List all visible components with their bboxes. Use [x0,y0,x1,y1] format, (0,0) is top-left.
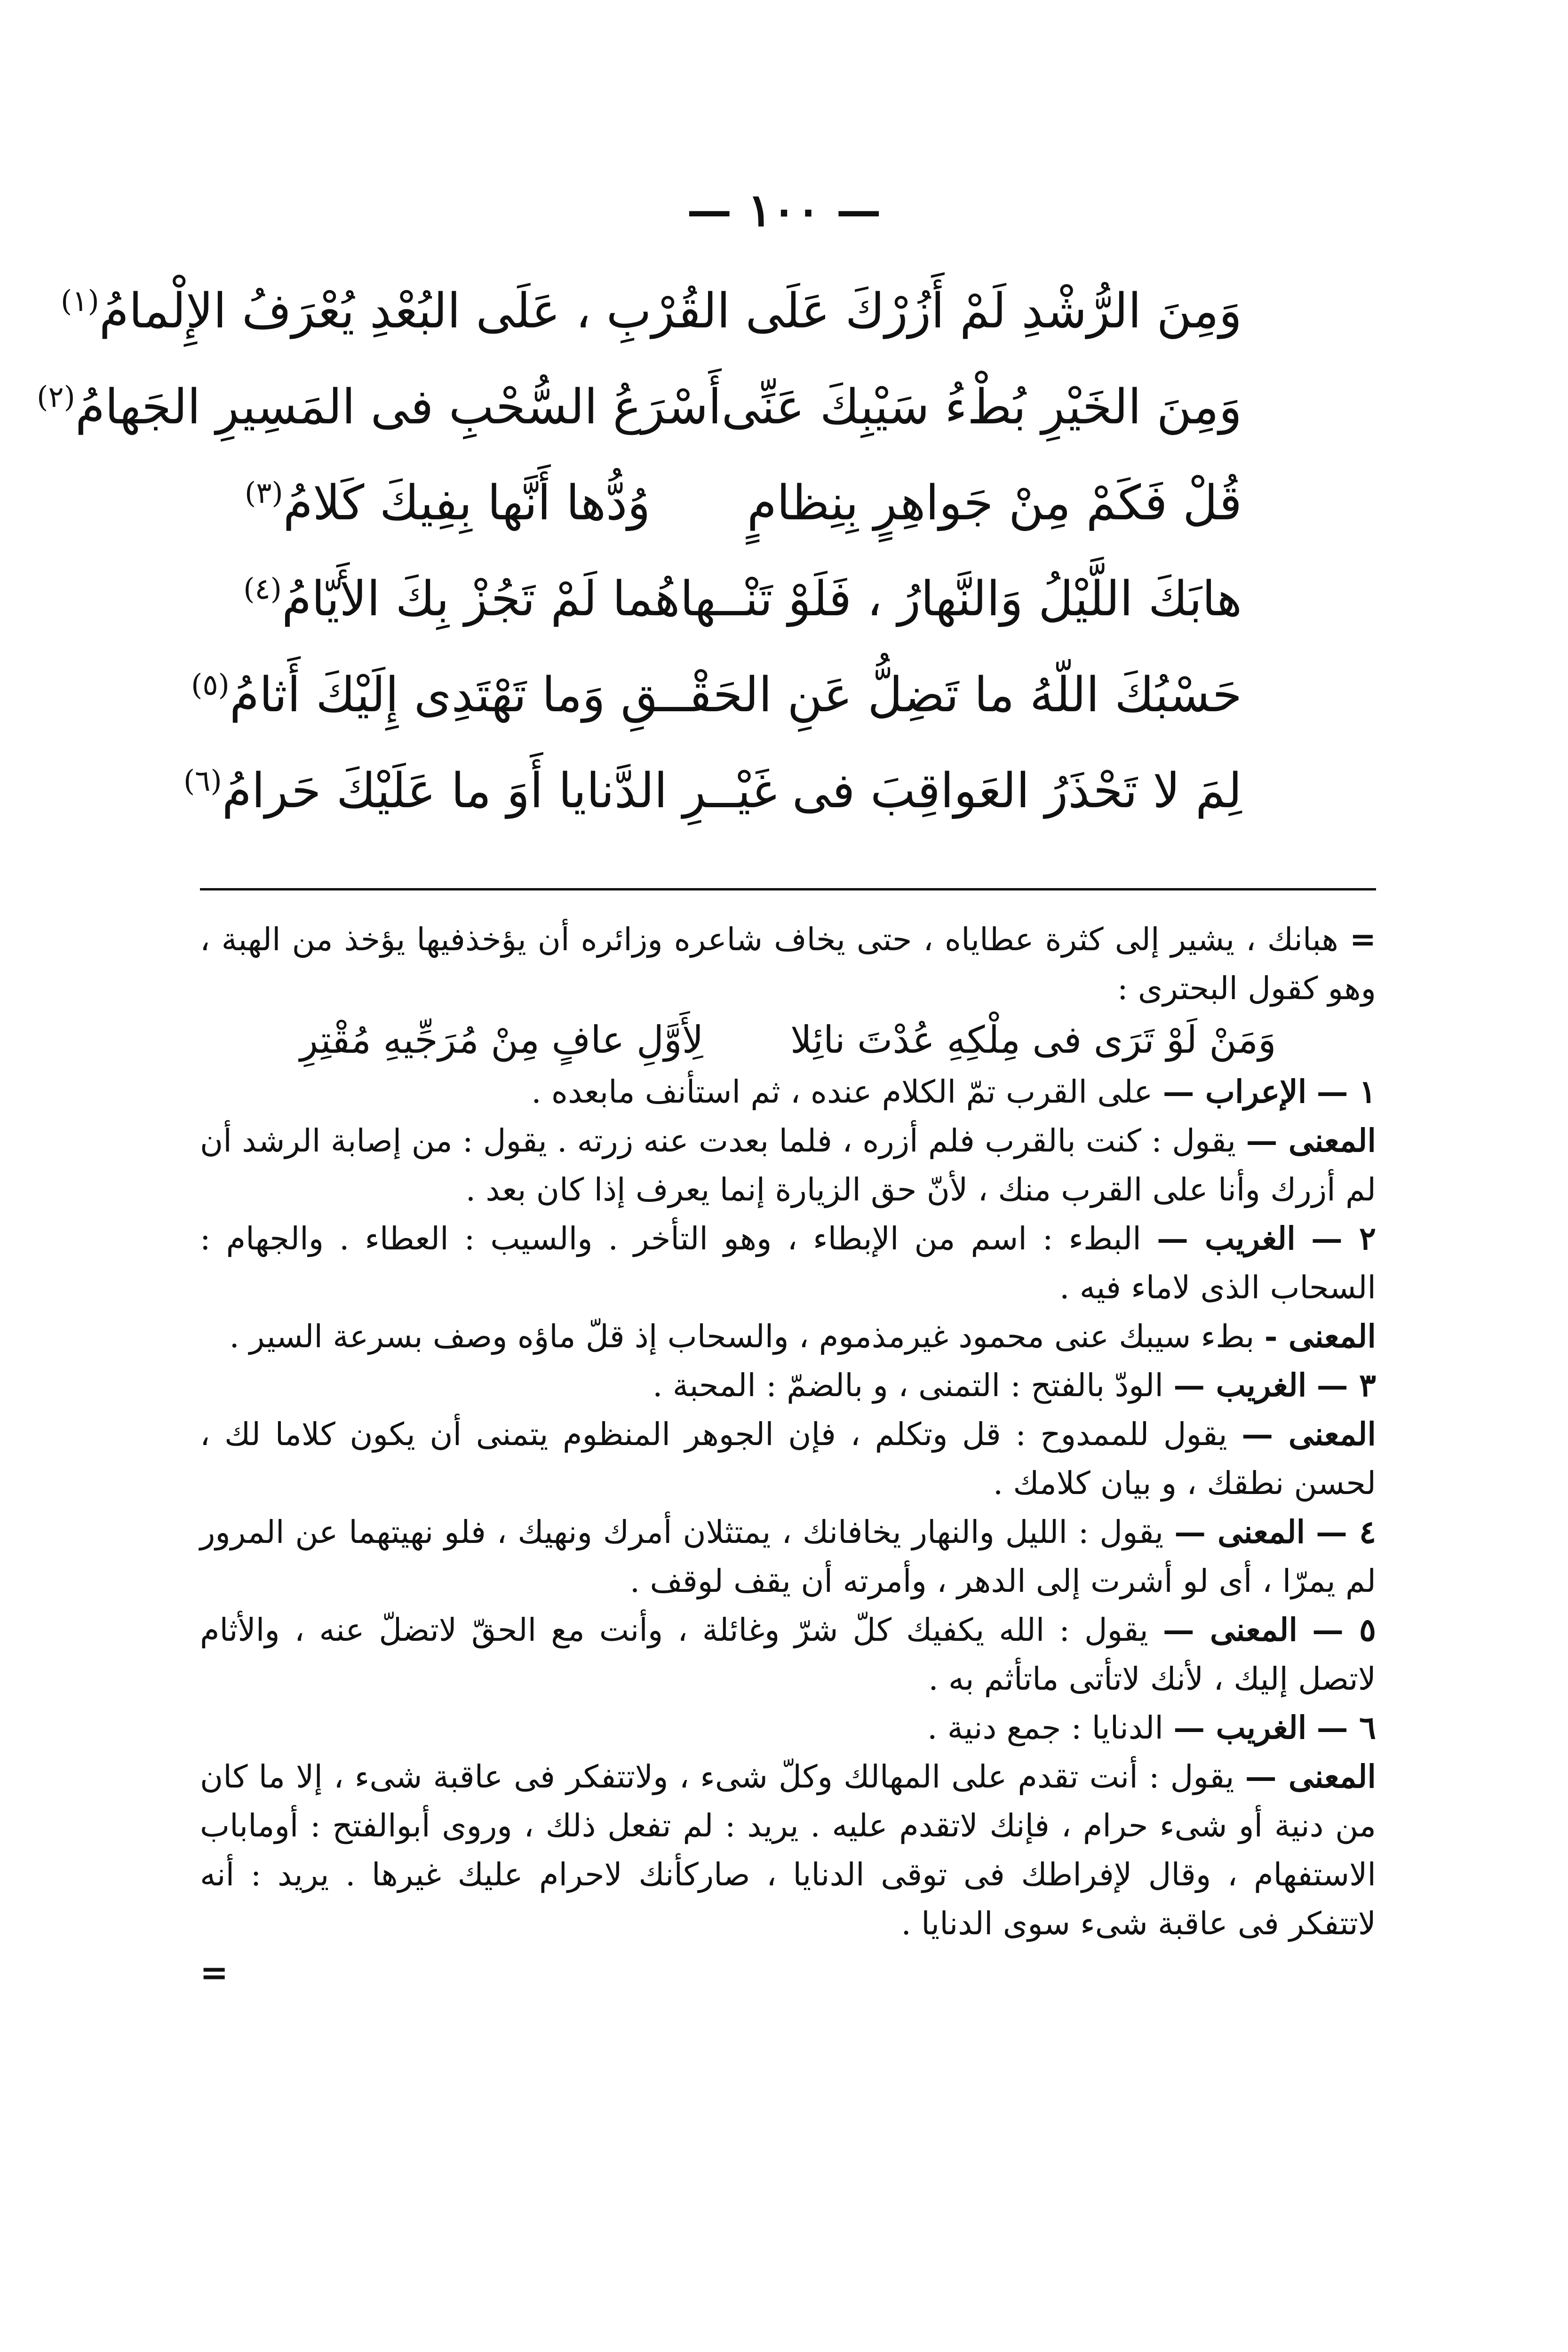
footnote-text: البطء : اسم من الإبطاء ، وهو التأخر . والسيب : العطاء . والجهام : السحاب الذى لاماء فيه . [200,1220,1376,1306]
footnote-number: ٥ — [1312,1611,1376,1648]
footnote-number: ١ — [1316,1073,1376,1110]
verse-second-text: أَسْرَعُ السُّحْبِ فى المَسِيرِ الجَهامُ [75,379,722,435]
quoted-verse-first: وَمَنْ لَوْ تَرَى فى مِلْكِهِ عُدْتَ نائِلا [790,1018,1276,1062]
continuation-end-mark: = [200,1952,229,1992]
footnote-text: يقول : الليل والنهار يخافانك ، يمتثلان أمرك ونهيك ، فلو نهيتهما عن المرور لم يمرّا ، أى لو أشرت إلى الدهر ، وأمرته أن يقف لوقف . [200,1514,1376,1599]
footnote-label: الغريب — [1156,1220,1296,1257]
footnote-2-meaning [200,1312,1376,1361]
footnote-6 [200,1703,1376,1752]
quoted-verse-second: لِأَوَّلِ عافٍ مِنْ مُرَجِّيهِ مُقْتِرِ [300,1018,704,1062]
verse-first-hemistich: قُلْ فَكَمْ مِنْ جَواهِرٍ بِنِظامٍ [747,475,1242,531]
verse-second-text: ـرِ الدَّنايا أَوَ ما عَلَيْكَ حَرامُ [222,763,724,819]
footnote-number: ٣ — [1316,1367,1376,1404]
verse-second-text: ـقِ وَما تَهْتَدِى إِلَيْكَ أَثامُ [229,667,675,723]
verse-line [245,455,1242,551]
footnote-label: الغريب — [1173,1709,1307,1746]
footnote-marker: (١) [61,283,99,318]
footnote-text: يقول : الله يكفيك كلّ شرّ وغائلة ، وأنت مع الحقّ لاتضلّ عنه ، والأثام لاتصل إليك ، لأنك لاتأتى ماتأثم به . [200,1612,1376,1697]
verse-line [37,359,1242,455]
footnote-text: بطء سيبك عنى محمود غيرمذموم ، والسحاب إذ قلّ ماؤه وصف بسرعة السير . [229,1318,1255,1355]
footnote-label: المعنى — [1245,1758,1376,1795]
verse-second-hemistich [61,283,652,340]
verse-first-hemistich: لِمَ لا تَحْذَرُ العَواقِبَ فى غَيْـ [723,763,1242,819]
footnote-text: الودّ بالفتح : التمنى ، و بالضمّ : المحبة . [653,1367,1163,1404]
verse-line [191,647,1242,743]
quoted-verse [200,1013,1376,1067]
footnote-label: المعنى - [1264,1318,1376,1355]
footnote-number: ٦ — [1316,1709,1376,1746]
verse-line [61,263,1242,359]
footnote-3-meaning [200,1410,1376,1508]
footnote-number: ٢ — [1311,1220,1376,1257]
footnote-marker: (٤) [243,571,282,606]
verse-first-hemistich: وَمِنَ الخَيْرِ بُطْءُ سَيْبِكَ عَنِّى [721,379,1242,435]
footnote-3 [200,1361,1376,1410]
verse-second-hemistich [183,763,723,820]
footnote-marker: (٢) [37,379,75,414]
verse-first-hemistich: حَسْبُكَ اللّهُ ما تَضِلُّ عَنِ الحَقْـ [675,667,1242,723]
poem-verses [37,263,1242,839]
verse-second-hemistich [37,379,721,436]
verse-first-hemistich: هابَكَ اللَّيْلُ وَالنَّهارُ ، فَلَوْ تَنْـ [731,571,1242,627]
verse-second-hemistich [245,475,651,532]
footnote-text: يقول للممدوح : قل وتكلم ، فإن الجوهر المنظوم يتمنى أن يكون كلاما لك ، لحسن نطقك ، و بيان كلامك . [200,1416,1376,1502]
footnote-label: المعنى — [1242,1415,1376,1453]
page-number: — ١٠٠ — [686,183,882,237]
footnote-text: الدنايا : جمع دنية . [927,1709,1163,1746]
verse-second-text: بِ ، عَلَى البُعْدِ يُعْرَفُ الإِلْمامُ [99,283,652,339]
footnote-number: ٤ — [1316,1513,1376,1550]
footnote-label: الإعراب — [1162,1073,1307,1110]
footnote-continuation [200,915,1376,1013]
footnote-text: على القرب تمّ الكلام عنده ، ثم استأنف مابعده . [531,1073,1153,1110]
footnote-text: يقول : أنت تقدم على المهالك وكلّ شىء ، ولاتتفكر فى عاقبة شىء ، إلا ما كان من دنية أو شىء حرام ، فإنك لاتقدم عليه . يريد : لم تفعل ذلك ، وروى أبوالفتح : أوماباب الاستفهام ، وقال لإفراطك فى توقى الدنايا ، صاركأنك لاحرام عليك غيرها . يريد : أنه لاتتفكر فى عاقبة شىء سوى الدنايا . [200,1758,1376,1942]
footnote-5 [200,1605,1376,1703]
footnote-divider [200,888,1376,890]
footnote-4 [200,1508,1376,1605]
footnote-label: المعنى — [1246,1122,1376,1159]
verse-line [245,551,1242,647]
footnote-text: يقول : كنت بالقرب فلم أزره ، فلما بعدت عنه زرته . يقول : من إصابة الرشد أن لم أزرك وأنا على القرب منك ، لأنّ حق الزيارة إنما يعرف إذا كان بعد . [200,1122,1376,1208]
footnote-marker: (٣) [245,475,283,510]
verse-second-text: وُدُّها أَنَّها بِفِيكَ كَلامُ [283,475,651,531]
footnote-marker: (٥) [191,667,230,702]
footnotes [200,915,1376,1997]
footnote-2 [200,1214,1376,1312]
verse-first-hemistich: وَمِنَ الرُّشْدِ لَمْ أَزُرْكَ عَلَى القُرْ [651,283,1242,339]
verse-second-hemistich [191,667,675,724]
continuation-mark: = [1349,921,1376,958]
verse-line [183,743,1242,839]
footnote-marker: (٦) [183,763,222,798]
footnote-label: الغريب — [1173,1367,1307,1404]
continuation-text: هبانك ، يشير إلى كثرة عطاياه ، حتى يخاف شاعره وزائره أن يؤخذفيها يؤخذ من الهبة ، وهو كقول البحترى : [200,921,1376,1007]
footnote-1 [200,1067,1376,1116]
footnote-label: المعنى — [1174,1513,1305,1550]
footnote-1-meaning [200,1116,1376,1214]
footnote-label: المعنى — [1162,1611,1297,1648]
verse-second-text: ـهاهُما لَمْ تَجُزْ بِكَ الأَيّامُ [281,571,731,627]
footnote-6-meaning [200,1752,1376,1948]
verse-second-hemistich [243,571,731,628]
